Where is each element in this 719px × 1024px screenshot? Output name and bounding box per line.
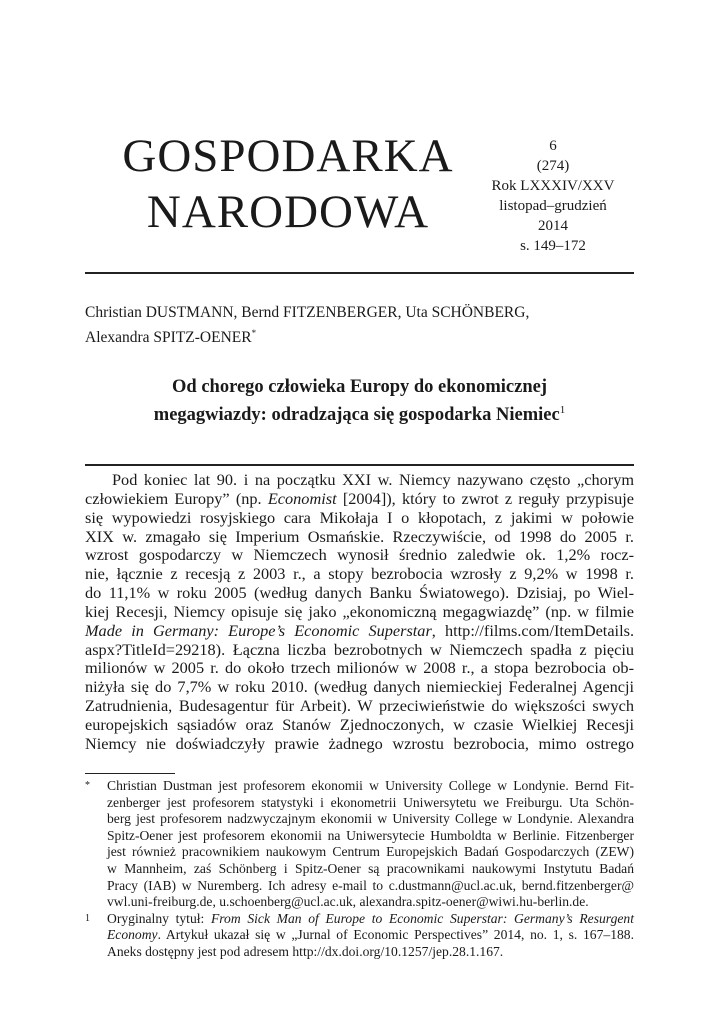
text-line: kiej Recesji, Niemcy opisuje się jako „ekonomiczną megagwiazdę” (np. w filmie [85,601,634,621]
year: 2014 [538,218,568,234]
text-line: Spitz-Oener jest profesorem ekonomii na Uniwersytecie Humboldta w Berlinie. Fitzenberger [107,827,634,843]
months: listopad–grudzień [499,198,607,214]
volume: Rok LXXXIV/XXV [491,178,615,194]
text-line: Made in Germany: Europe’s Economic Superstar, http://films.com/ItemDetails. [85,620,635,640]
text-line: Christian Dustman jest profesorem ekonomii w University College w Londynie. Bernd Fit- [107,778,634,793]
text-line: człowiekiem Europy” (np. Economist [2004]), który to zwrot z reguły przypisuje [85,488,634,508]
footnote-marker: * [85,780,90,791]
pages: s. 149–172 [520,238,586,254]
author-footnote-marker: * [251,328,257,338]
text-line: w Mannheim, zaś Schönberg i Spitz-Oener są pracownikami naukowymi Instytutu Badań [107,860,634,876]
footnote [85,911,634,961]
issue-total: (274) [536,158,570,174]
footnote [85,778,634,911]
footnotes [85,778,634,961]
journal-title-line: GOSPODARKA [122,130,454,182]
article-title-line: Od chorego człowieka Europy do ekonomicznej [172,377,547,397]
text-line: berg jest profesorem nadzwyczajnym ekonomii w University College w Londynie. Alexandra [107,811,634,827]
text-line: Economy. Artykuł ukazał się w „Jurnal of Economic Perspectives” 2014, no. 1, s. 167–188. [107,927,634,943]
body-text [85,471,634,754]
text-line: milionów w 2005 r. do około trzech milionów w 2008 r., a stopa bezrobocia ob- [85,658,634,678]
issue-number: 6 [549,138,557,154]
article-title-text: megagwiazdy: odradzająca się gospodarka Niemiec [153,405,560,426]
footnote-divider [85,773,175,774]
text-line: jest również pracownikiem naukowym Centrum Europejskich Badań Gospodarczych (ZEW) [107,844,634,860]
footnote-marker: 1 [85,912,90,924]
text-line: aspx?TitleId=29218). Łączna liczba bezrobotnych w Niemczech spadła z pięciu [85,639,634,659]
text-line: niżyła się do 7,7% w roku 2010. (według danych niemieckiej Federalnej Agencji [85,677,634,697]
journal-title-line: NARODOWA [146,186,430,238]
header-divider [85,272,634,274]
text-line: Pracy (IAB) w Nuremberg. Ich adresy e-mail to c.dustmann@ucl.ac.uk, bernd.fitzenberger@ [107,877,634,893]
issue-info [490,136,616,256]
text-line: się wypowiedzi rosyjskiego cara Mikołaja I o kłopotach, z jakimi w połowie [85,507,634,527]
text-line: europejskich sąsiadów oraz Stanów Zjednoczonych, w czasie Wielkiej Recesji [85,714,634,734]
author-name: Alexandra SPITZ-OENER [85,329,252,347]
title-divider [85,464,634,466]
text-line: Zatrudnienia, Budesagentur für Arbeit). W przeciwieństwie do większości swych [85,696,634,716]
text-line: zenberger jest profesorem statystyki i ekonometrii Uniwersytetu we Freiburgu. Uta Schön- [107,794,634,810]
text-line: XIX w. zmagało się Imperium Osmańskie. Rzeczywiście, od 1998 do 2005 r. [85,526,634,546]
text-line: Oryginalny tytuł: From Sick Man of Europe to Economic Superstar: Germany’s Resurgent [107,910,634,926]
authors [85,303,529,348]
text-line: Pod koniec lat 90. i na początku XXI w. Niemcy nazywano często „chorym [112,470,634,489]
journal-title [112,128,464,240]
authors-line [85,323,529,348]
text-line: nie, łącznie z recesją z 2003 r., a stopy bezrobocia wzrosły z 9,2% w 1998 r. [85,564,634,584]
text-line: wzrost gospodarczy w Niemczech wynosił średnio zaledwie ok. 1,2% rocz- [85,545,634,565]
article-title [85,376,634,427]
text-line: Niemcy nie doświadczyły prawie żadnego wzrostu bezrobocia, mimo ostrego [85,733,634,753]
text-line: vwl.uni-freiburg.de, u.schoenberg@ucl.ac.uk, alexandra.spitz-oener@wiwi.hu-berlin.de. [107,894,589,910]
text-line: do 11,1% w roku 2005 (według danych Banku Światowego). Dzisiaj, po Wiel- [85,583,634,603]
text-line: Aneks dostępny jest pod adresem http://dx.doi.org/10.1257/jep.28.1.167. [107,943,504,959]
title-footnote-marker: 1 [559,404,566,416]
authors-line: Christian DUSTMANN, Bernd FITZENBERGER, Uta SCHÖNBERG, [85,304,530,321]
article-title-line [85,399,634,427]
